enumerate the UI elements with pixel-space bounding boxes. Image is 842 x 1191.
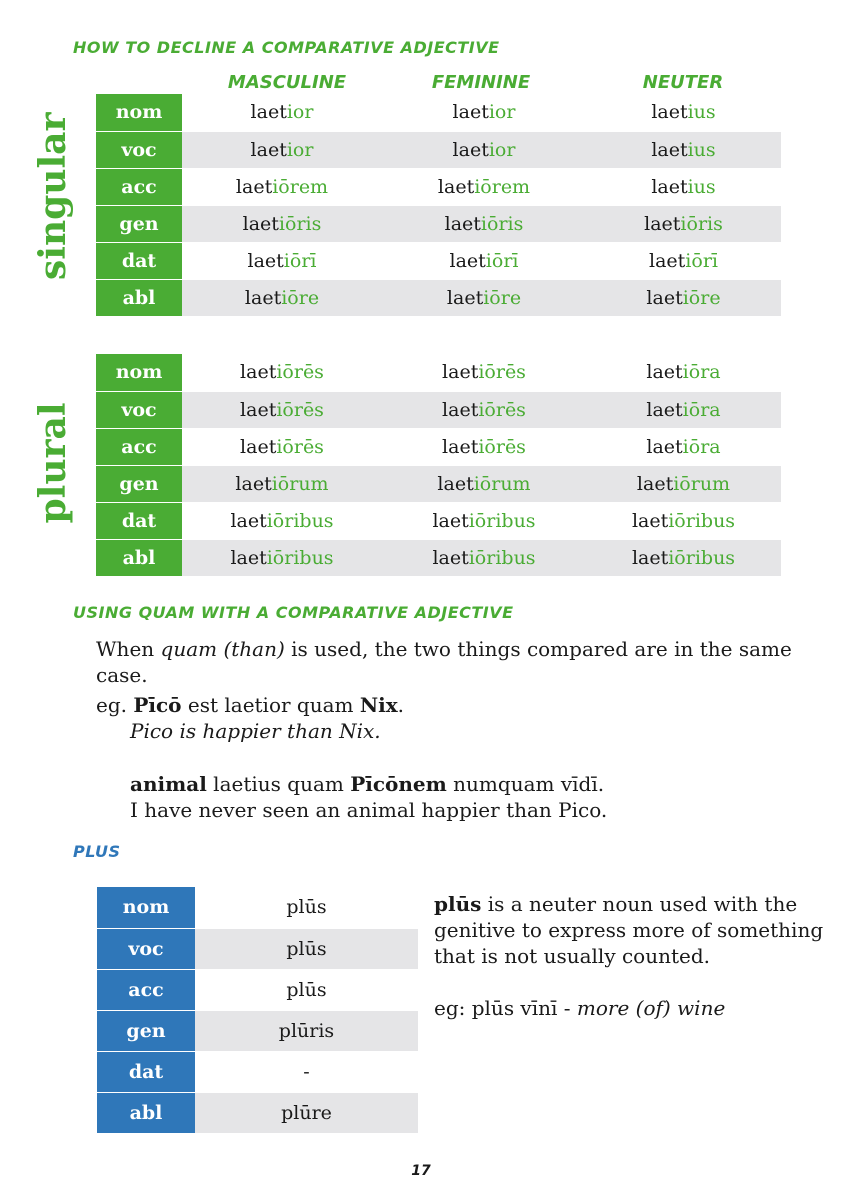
form-stem: laet: [442, 398, 479, 421]
form-cell: [382, 354, 586, 391]
example-2-translation: I have never seen an animal happier than Pico.: [130, 798, 608, 822]
form-stem: laet: [250, 101, 287, 124]
form-ending: ior: [488, 101, 516, 124]
section-heading-quam: USING QUAM WITH A COMPARATIVE ADJECTIVE: [73, 603, 514, 622]
plus-example: [434, 995, 725, 1021]
form-cell: [382, 539, 586, 576]
table-row: [97, 969, 418, 1010]
form-stem: laet: [449, 249, 486, 272]
form-stem: laet: [649, 249, 686, 272]
form-ending: ius: [687, 138, 716, 161]
page-number: 17: [411, 1163, 431, 1179]
form-cell: [182, 354, 382, 391]
singular-declension-table: [96, 94, 781, 317]
form-stem: laet: [432, 546, 469, 569]
plus-description-line1: is a neuter noun used with the: [481, 892, 798, 916]
form-cell: plūre: [195, 1092, 418, 1133]
form-ending: iōre: [682, 286, 721, 309]
form-cell: [586, 94, 781, 131]
quam-intro-pre: When: [96, 637, 161, 661]
form-cell: [382, 242, 586, 279]
case-label: gen: [96, 205, 182, 242]
form-ending: iōrem: [474, 175, 531, 198]
form-stem: laet: [651, 101, 688, 124]
form-ending: iōribus: [468, 509, 536, 532]
example-1-translation-text: Pico is happier than Nix.: [130, 719, 381, 743]
form-stem: laet: [631, 546, 669, 569]
form-ending: iōrum: [673, 472, 731, 495]
form-stem: laet: [646, 361, 683, 384]
case-label: abl: [97, 1092, 195, 1133]
example-1-word1: Pīcō: [133, 693, 182, 717]
form-cell: [382, 279, 586, 316]
form-ending: iōrēs: [276, 361, 324, 384]
table-row: [97, 1051, 418, 1092]
form-ending: iōribus: [468, 546, 536, 569]
form-cell: [586, 279, 781, 316]
case-label: abl: [96, 539, 182, 576]
column-header-masculine: MASCULINE: [227, 72, 347, 93]
table-row: [96, 279, 781, 316]
form-ending: iōrēs: [478, 361, 526, 384]
form-ending: iōra: [682, 361, 721, 384]
case-label: voc: [96, 391, 182, 428]
section-heading-decline: HOW TO DECLINE A COMPARATIVE ADJECTIVE: [73, 38, 500, 57]
form-cell: [382, 465, 586, 502]
form-ending: iōrī: [283, 249, 317, 272]
form-cell: plūs: [195, 969, 418, 1010]
form-stem: laet: [644, 212, 681, 235]
form-stem: laet: [651, 138, 688, 161]
case-label: acc: [96, 168, 182, 205]
form-cell: [586, 391, 781, 428]
case-label: abl: [96, 279, 182, 316]
form-cell: [586, 205, 781, 242]
form-ending: iōrēs: [276, 435, 324, 458]
plural-declension-table: [96, 354, 781, 577]
example-2-word2: Pīcōnem: [350, 772, 447, 796]
example-2: [130, 771, 604, 797]
case-label: acc: [97, 969, 195, 1010]
singular-label: singular: [32, 112, 74, 280]
form-stem: laet: [432, 509, 469, 532]
form-stem: laet: [240, 435, 277, 458]
example-1-end: .: [397, 693, 405, 717]
form-cell: [586, 502, 781, 539]
form-ending: iōribus: [266, 546, 334, 569]
form-cell: [182, 391, 382, 428]
case-label: nom: [97, 887, 195, 928]
form-cell: [182, 205, 382, 242]
column-header-feminine: FEMININE: [431, 72, 531, 93]
quam-intro-em: quam (than): [160, 637, 285, 661]
form-ending: iōra: [682, 398, 721, 421]
example-1-prefix: eg.: [96, 693, 134, 717]
example-2-mid: laetius quam: [206, 772, 351, 796]
example-2-word1: animal: [130, 772, 207, 796]
table-row: [97, 928, 418, 969]
form-cell: [382, 168, 586, 205]
form-stem: laet: [444, 212, 481, 235]
form-ending: iōre: [483, 286, 522, 309]
form-stem: laet: [437, 472, 474, 495]
form-stem: laet: [446, 286, 484, 309]
plus-example-em: more (of) wine: [576, 996, 726, 1020]
form-ending: iōris: [278, 212, 322, 235]
form-cell: [586, 428, 781, 465]
form-stem: laet: [636, 472, 674, 495]
form-ending: iōris: [680, 212, 723, 235]
table-row: [96, 354, 781, 391]
table-row: [96, 94, 781, 131]
case-label: acc: [96, 428, 182, 465]
form-cell: [586, 465, 781, 502]
table-row: [96, 131, 781, 168]
form-stem: laet: [437, 175, 475, 198]
case-label: dat: [97, 1051, 195, 1092]
form-stem: laet: [631, 509, 669, 532]
example-1-word2: Nix: [359, 693, 398, 717]
form-stem: laet: [242, 212, 279, 235]
form-stem: laet: [244, 286, 282, 309]
form-ending: iōribus: [668, 509, 736, 532]
table-row: [96, 205, 781, 242]
form-stem: laet: [452, 101, 489, 124]
form-cell: [182, 94, 382, 131]
column-header-neuter: NEUTER: [642, 72, 724, 93]
case-label: gen: [97, 1010, 195, 1051]
form-ending: ior: [488, 138, 516, 161]
form-cell: [382, 94, 586, 131]
table-row: [97, 1092, 418, 1133]
form-ending: ius: [687, 101, 716, 124]
form-ending: iōrī: [485, 249, 519, 272]
form-cell: [182, 168, 382, 205]
quam-intro: [96, 636, 842, 688]
form-ending: iōra: [682, 435, 721, 458]
form-cell: [382, 502, 586, 539]
form-ending: iōris: [480, 212, 524, 235]
form-stem: laet: [442, 361, 479, 384]
example-2-end: numquam vīdī.: [446, 772, 605, 796]
form-cell: plūris: [195, 1010, 418, 1051]
form-stem: laet: [240, 361, 277, 384]
form-ending: iōrēs: [276, 398, 324, 421]
form-ending: ior: [286, 138, 314, 161]
form-ending: iōrēs: [478, 398, 526, 421]
form-stem: laet: [235, 175, 273, 198]
example-1-mid: est laetior quam: [181, 693, 360, 717]
plural-label: plural: [32, 402, 74, 524]
plus-example-pre: eg: plūs vīnī -: [434, 996, 577, 1020]
form-ending: iōrī: [685, 249, 718, 272]
form-cell: [586, 539, 781, 576]
form-cell: [586, 131, 781, 168]
form-stem: laet: [240, 398, 277, 421]
case-label: gen: [96, 465, 182, 502]
form-stem: laet: [651, 175, 688, 198]
form-ending: iōribus: [266, 509, 334, 532]
section-heading-plus: PLUS: [73, 842, 121, 861]
table-row: [97, 887, 418, 928]
table-row: [96, 168, 781, 205]
form-cell: [586, 242, 781, 279]
table-row: [96, 242, 781, 279]
form-stem: laet: [230, 509, 267, 532]
form-cell: plūs: [195, 928, 418, 969]
form-ending: ius: [687, 175, 716, 198]
form-cell: [586, 168, 781, 205]
form-stem: laet: [235, 472, 272, 495]
plus-description-word: plūs: [434, 892, 482, 916]
form-cell: [586, 354, 781, 391]
form-cell: [182, 242, 382, 279]
quam-intro-post: is used, the two things compared are in the same case.: [96, 637, 792, 687]
plus-description: [434, 891, 823, 969]
form-cell: [182, 279, 382, 316]
form-cell: [382, 205, 586, 242]
case-label: nom: [96, 94, 182, 131]
example-1-translation: [130, 718, 381, 744]
form-stem: laet: [646, 398, 683, 421]
table-row: [96, 391, 781, 428]
form-stem: laet: [646, 435, 683, 458]
form-cell: plūs: [195, 887, 418, 928]
form-stem: laet: [250, 138, 287, 161]
form-cell: [182, 131, 382, 168]
example-1: [96, 692, 404, 718]
form-stem: laet: [442, 435, 479, 458]
form-cell: [182, 428, 382, 465]
form-ending: iōrum: [473, 472, 531, 495]
plus-description-line3: that is not usually counted.: [434, 944, 711, 968]
table-row: [97, 1010, 418, 1051]
form-cell: [182, 465, 382, 502]
form-ending: iōre: [281, 286, 320, 309]
form-cell: -: [195, 1051, 418, 1092]
form-ending: iōrum: [271, 472, 329, 495]
plus-declension-table: [97, 887, 418, 1134]
form-ending: iōribus: [668, 546, 736, 569]
form-cell: [182, 539, 382, 576]
form-stem: laet: [646, 286, 683, 309]
form-ending: iōrēs: [478, 435, 526, 458]
form-stem: laet: [247, 249, 284, 272]
plus-description-line2: genitive to express more of something: [434, 918, 824, 942]
form-stem: laet: [230, 546, 267, 569]
table-row: [96, 428, 781, 465]
case-label: dat: [96, 502, 182, 539]
case-label: voc: [97, 928, 195, 969]
form-cell: [382, 131, 586, 168]
case-label: voc: [96, 131, 182, 168]
form-stem: laet: [452, 138, 489, 161]
case-label: dat: [96, 242, 182, 279]
table-row: [96, 502, 781, 539]
form-ending: iōrem: [272, 175, 329, 198]
form-cell: [182, 502, 382, 539]
form-cell: [382, 391, 586, 428]
table-row: [96, 539, 781, 576]
case-label: nom: [96, 354, 182, 391]
table-row: [96, 465, 781, 502]
form-ending: ior: [286, 101, 314, 124]
form-cell: [382, 428, 586, 465]
